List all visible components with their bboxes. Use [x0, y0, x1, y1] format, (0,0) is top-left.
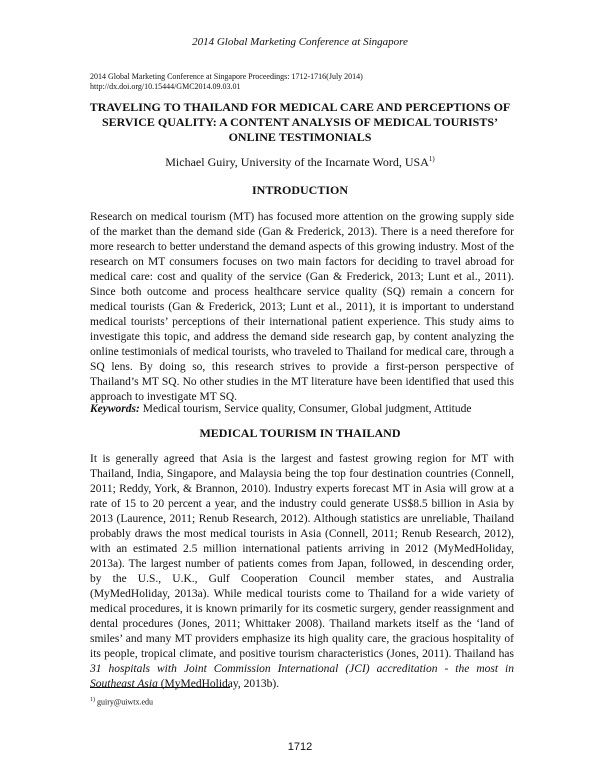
section-heading: MEDICAL TOURISM IN THAILAND — [199, 426, 401, 440]
section-paragraph — [90, 452, 514, 692]
author-line — [0, 155, 600, 170]
paper-title: TRAVELING TO THAILAND FOR MEDICAL CARE AND PERCEPTIONS OF SERVICE QUALITY: A CONTENT ANALYSIS OF MEDICAL TOURISTS’ ONLINE TESTIMONIALS — [89, 100, 511, 144]
running-header: 2014 Global Marketing Conference at Singapore — [192, 36, 408, 48]
introduction-heading: INTRODUCTION — [251, 183, 348, 197]
footnote-email[interactable]: guiry@uiwtx.edu — [95, 697, 154, 707]
footnote — [90, 697, 153, 707]
proceedings-info — [90, 72, 363, 92]
proceedings-citation: 2014 Global Marketing Conference at Singapore Proceedings: 1712-1716(July 2014) — [90, 72, 363, 81]
author-footnote-mark: 1) — [428, 155, 435, 163]
footnote-mark: 1) — [90, 697, 95, 703]
keywords-text: Medical tourism, Service quality, Consumer, Global judgment, Attitude — [139, 403, 472, 415]
keywords-line — [90, 402, 514, 417]
page-number: 1712 — [287, 741, 313, 753]
author-name: Michael Guiry, University of the Incarnate Word, USA — [165, 155, 429, 169]
section-text-main: It is generally agreed that Asia is the largest and fastest growing region for MT with Thailand, India, Singapore, and Malaysia being the top four destination countries (Connell, 2011; Reddy, York, & Brannon, 2010). Industry experts forecast MT in Asia will grow at a rate of 15 to 20 percent a year, and the industry could generate US$8.5 billion in Asia by 2013 (Laurence, 2011; Renub Research, 2012). Although statistics are unreliable, Thailand probably draws the most medical tourists in Asia (Connell, 2011; Renub Research, 2012), with an estimated 2.5 million international patients arriving in 2012 (MyMedHoliday, 2013a). The largest number of patients comes from Japan, followed, in descending order, by the U.S., U.K., Gulf Cooperation Council member states, and Australia (MyMedHoliday, 2013a). While medical tourists come to Thailand for a wide variety of medical procedures, it is known primarily for its cosmetic surgery, gender reassignment and dental procedures (Jones, 2011; Whittaker 2008). Thailand markets itself as the ‘land of smiles’ and many MT providers emphasize its high quality care, the gracious hospitality of its people, tropical climate, and positive tourism characteristics (Jones, 2011). Thailand has — [90, 453, 514, 660]
keywords-label: Keywords: — [90, 403, 140, 415]
doi-link[interactable]: http://dx.doi.org/10.15444/GMC2014.09.03.01 — [90, 82, 241, 91]
footnote-divider — [90, 687, 230, 688]
section-text-end: (MyMedHoliday, 2013b). — [157, 678, 280, 690]
section-text-italic: 31 hospitals with Joint Commission International (JCI) accreditation - the most in Southeast Asia — [90, 663, 514, 690]
introduction-paragraph: Research on medical tourism (MT) has focused more attention on the growing supply side of the market than the demand side (Gan & Frederick, 2013). There is a need therefore for more research to better understand the demand aspects of this growing industry. Most of the research on MT consumers focuses on two main factors for deciding to travel abroad for medical care: cost and quality of the service (Gan & Frederick, 2013; Lunt et al., 2011). Since both outcome and process healthcare service quality (SQ) remain a concern for medical tourists (Gan & Frederick, 2013; Lunt et al., 2011), it is important to understand medical tourists’ perceptions of their international patient experience. This study aims to investigate this topic, and address the demand side research gap, by content analyzing the online testimonials of medical tourists, who traveled to Thailand for medical care, through a SQ lens. By doing so, this research strives to provide a first-person perspective of Thailand’s MT SQ. No other studies in the MT literature have been identified that used this approach to investigate MT SQ. — [90, 211, 514, 403]
